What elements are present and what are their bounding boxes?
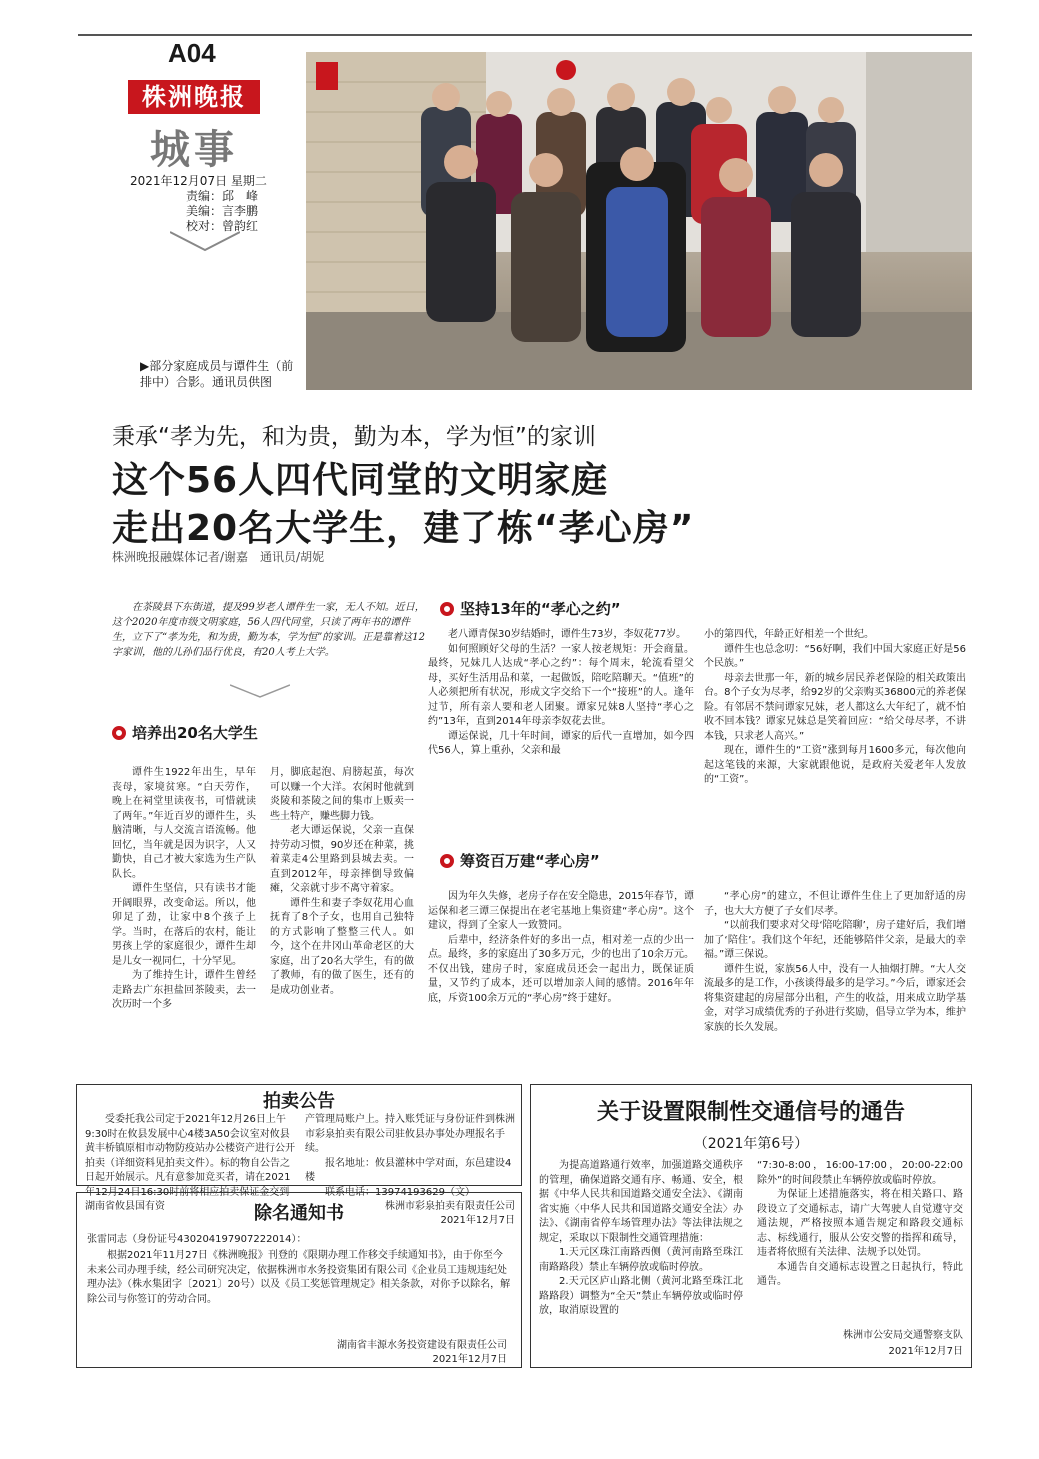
top-rule: [78, 34, 972, 36]
headline-line-2: 走出20名大学生，建了栋“孝心房”: [112, 508, 695, 549]
traffic-col-1: 为提高道路通行效率，加强道路交通秩序的管理，确保道路交通有序、畅通、安全，根据《中华人民共和国道路交通安全法》、《湖南省实施〈中华人民共和国道路交通安全法〉办法》、《湖南省停车场管理办法》等法律法规之规定，采取以下限制性交通管理措施： 1.天元区珠江南路西侧（黄河南路至珠江南路路段）禁止车辆停放或临时停放。 2.天元区庐山路北侧（黄河北路至珠江北路路段）调整为“全天”禁止车辆停放或临时停放，取消原设置的: [539, 1160, 743, 1316]
col-s1-b: 月，脚底起泡、肩膀起茧，每次可以赚一个大洋。农闲时他就到炎陵和茶陵之间的集市上贩卖一些土特产，赚些脚力钱。 老大谭运保说，父亲一直保持劳动习惯，90岁还在种菜，挑着菜走4公里路到县城去卖。一直到2012年，母亲摔倒导致偏瘫，父亲就寸步不离守着家。 谭件生和妻子李奴花用心血抚育了8个子女，也用自己独特的方式影响了整整三代人。如今，这个在井冈山革命老区的大家庭，出了20名大学生，有的做了教师，有的做了医生，还有的是成功创业者。: [270, 767, 414, 996]
removal-company: 湖南省丰源水务投资建设有限责任公司: [337, 1340, 507, 1351]
meta-date: 2021年12月07日 星期二: [130, 174, 267, 188]
article-kicker: 秉承“孝为先，和为贵，勤为本，学为恒”的家训: [112, 424, 596, 450]
removal-addressee: 张雷同志（身份证号430204197907222014）：: [87, 1234, 307, 1245]
removal-notice: [76, 1192, 522, 1368]
family-photo: [306, 52, 972, 390]
removal-title: 除名通知书: [254, 1203, 344, 1224]
col-s1-a: 谭件生1922年出生，早年丧母，家境贫寒。“白天劳作，晚上在祠堂里读夜书，可惜就读了两年。”年近百岁的谭件生，头脑清晰，与人交流言语流畅。他回忆，当年就是因为识字，人又勤快，自己才被大家选为生产队队长。 谭件生坚信，只有读书才能开阔眼界，改变命运。所以，他卯足了劲，让家中8个孩子上学。当时，在落后的农村，能让男孩上学的家庭很少，谭件生却是儿女一视同仁，十分罕见。 为了维持生计，谭件生曾经走路去广东担盐回茶陵卖，去一次历时一个多: [112, 767, 256, 1010]
col-s3-a: 因为年久失修，老房子存在安全隐患，2015年春节，谭运保和老三谭三保提出在老宅基地上集资建“孝心房”。这个建议，得到了全家人一致赞同。 后辈中，经济条件好的多出一点，相对差一点的少出一点。最终，多的家庭出了30多万元，少的也出了10余万元。不仅出钱，建房子时，家庭成员还会一起出力，既保证质量，又节约了成本，还可以增加亲人间的感情。2016年年底，斥资100余万元的“孝心房”终于建好。: [428, 891, 694, 1004]
auction-body-1: 受委托我公司定于2021年12月26日上午9:30时在攸县发展中心4楼3A50会议室对攸县黄丰桥镇原相市动物防疫站办公楼资产进行公开拍卖（详细资料见拍卖文件）。标的物自公告之日起开始展示。凡有意参加竞买者，请在2021年12月24日16:30时前将相应拍卖保证金交到湖南省攸县国有资: [85, 1114, 295, 1212]
traffic-date: 2021年12月7日: [888, 1346, 963, 1357]
page-number: A04: [168, 38, 216, 68]
ring-bullet-icon: [440, 602, 454, 616]
ring-bullet-icon: [112, 726, 126, 740]
auction-body-2: 产管理局账户上。持入账凭证与身份证件到株洲市彩泉拍卖有限公司驻攸县办事处办理报名手续。 报名地址：攸县灌林中学对面，东邑建设4楼 联系电话：13974193629（文） 株洲市彩泉拍卖有限责任公司 2021年12月7日: [305, 1114, 515, 1226]
subhead-filial-pact: 坚持13年的“孝心之约”: [440, 598, 621, 619]
traffic-notice: [530, 1084, 972, 1368]
auction-title: 拍卖公告: [263, 1091, 335, 1112]
ring-bullet-icon: [440, 854, 454, 868]
chevron-decoration-icon: [230, 684, 290, 698]
editor-meta: [130, 174, 267, 234]
article-lead: 在茶陵县下东街道，提及99岁老人谭件生一家，无人不知。近日，这个2020年度市级文明家庭，56人四代同堂，只读了两年书的谭件生，立下了“孝为先，和为贵，勤为本，学为恒”的家训。正是靠着这12字家训，他的儿孙们品行优良，有20人考上大学。: [112, 602, 425, 658]
traffic-col-2: “7:30-8:00，16:00-17:00，20:00-22:00除外”的时间段禁止车辆停放或临时停放。 为保证上述措施落实，将在相关路口、路段设立了交通标志，请广大驾驶人自觉遵守交通法规，严格按照本通告规定和路段交通标志、标线通行，服从公安交警的指挥和疏导，违者将依照有关法律、法规予以处罚。 本通告自交通标志设置之日起执行，特此通告。: [757, 1160, 963, 1287]
headline-line-1: 这个56人四代同堂的文明家庭: [112, 460, 609, 501]
family-photo-illustration: [306, 52, 972, 390]
subhead-college: 培养出20名大学生: [112, 722, 258, 743]
traffic-subtitle: （2021年第6号）: [693, 1136, 809, 1152]
col-s2-a: 老八谭青保30岁结婚时，谭件生73岁，李奴花77岁。 如何照顾好父母的生活？一家人按老规矩：开会商量。最终，兄妹几人达成“孝心之约”：每个周末，轮流看望父母，买好生活用品和菜，一起做饭，陪吃陪聊天。“值班”的人必须把所有状况，形成文字交给下一个“接班”的人。逢年过节，所有亲人要和老人团聚。谭家兄妹8人坚持“孝心之约”13年，直到2014年母亲李奴花去世。 谭运保说，几十年时间，谭家的后代一直增加，如今四代56人，算上重孙，父亲和最: [428, 629, 694, 756]
col-s3-b: “孝心房”的建立，不但让谭件生住上了更加舒适的房子，也大大方便了子女们尽孝。 “以前我们要求对父母‘陪吃陪聊’，房子建好后，我们增加了‘陪住’。我们这个年纪，还能够陪伴父亲，是最大的幸福。”谭三保说。 谭件生说，家族56人中，没有一人抽烟打牌。“大人交流最多的是工作，小孩谈得最多的是学习。”今后，谭家还会将集资建起的房屋部分出租，产生的收益，用来成立助学基金，对学习成绩优秀的子孙进行奖励，倡导立学为本，维护家族的长久发展。: [704, 891, 966, 1033]
meta-proofreader: 校对：曾韵红: [185, 219, 258, 233]
traffic-title: 关于设置限制性交通信号的通告: [596, 1100, 905, 1125]
removal-date: 2021年12月7日: [432, 1354, 507, 1365]
removal-body: 根据2021年11月27日《株洲晚报》刊登的《限期办理工作移交手续通知书》，由于你至今未来公司办理手续，经公司研究决定，依据株洲市水务投资集团有限公司《企业员工违规违纪处理办法》（株水集团字〔2021〕20号）以及《员工奖惩管理规定》相关条款，对你予以除名，解除公司与你签订的劳动合同。: [87, 1250, 511, 1305]
chevron-decoration-icon: [170, 230, 240, 252]
col-s2-b: 小的第四代，年龄正好相差一个世纪。 谭件生也总念叨：“56好啊，我们中国大家庭正好是56个民族。” 母亲去世那一年，新的城乡居民养老保险的相关政策出台。8个子女为尽孝，给92岁的父亲购买36800元的养老保险。有邻居不禁问谭家兄妹，老人都这么大年纪了，就不怕收不回本钱？谭家兄妹总是笑着回应：“给父母尽孝，不讲本钱，只求老人高兴。” 现在，谭件生的“工资”涨到每月1600多元，每次他向起这笔钱的来源，大家就跟他说，是政府关爱老年人发放的“工资”。: [704, 629, 966, 785]
meta-designer: 美编：言李鹏: [185, 204, 258, 218]
subhead-filial-house: 筹资百万建“孝心房”: [440, 850, 600, 871]
newspaper-logo: 株洲晚报: [128, 80, 260, 114]
byline: 株洲晚报融媒体记者/谢嘉 通讯员/胡妮: [112, 550, 325, 564]
photo-caption: ▶部分家庭成员与谭件生（前排中）合影。通讯员供图: [140, 359, 294, 389]
traffic-issuer: 株洲市公安局交通警察支队: [843, 1330, 963, 1341]
meta-editor: 责编：邱 峰: [185, 189, 258, 203]
section-title: 城事: [150, 126, 238, 173]
